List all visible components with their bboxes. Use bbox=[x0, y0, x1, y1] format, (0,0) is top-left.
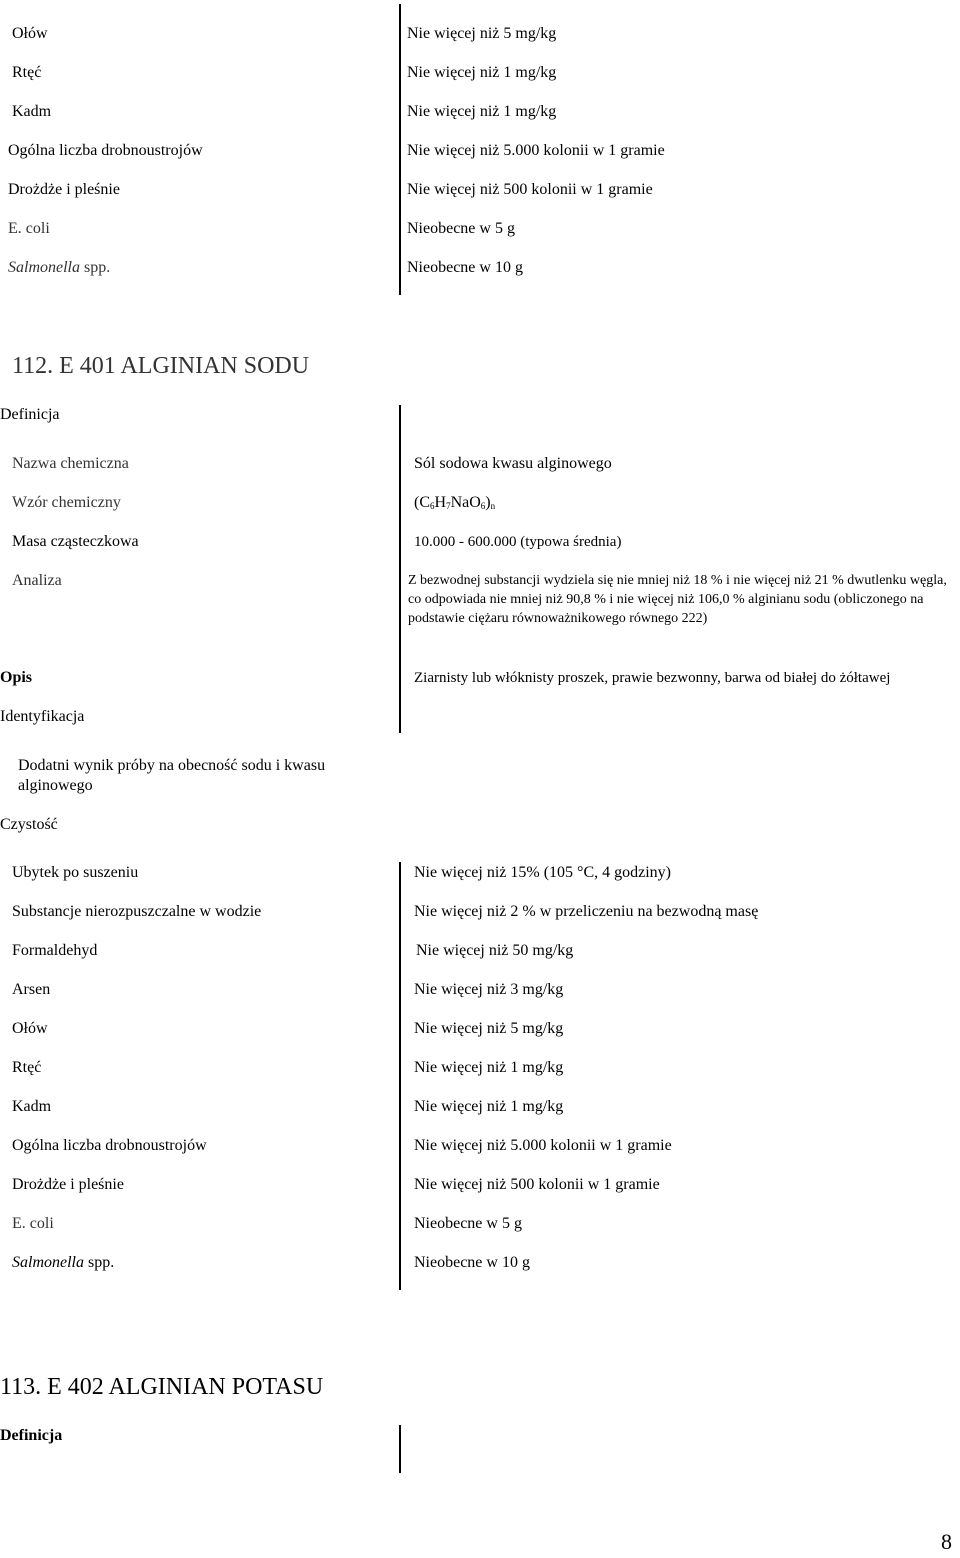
opis-value: Ziarnisty lub włóknisty proszek, prawie bezwonny, barwa od białej do żółtawej bbox=[414, 670, 891, 686]
divider bbox=[399, 4, 401, 295]
purity-value: Nie więcej niż 500 kolonii w 1 gramie bbox=[414, 1176, 660, 1193]
row-label: Ogólna liczba drobnoustrojów bbox=[8, 142, 203, 159]
row-label: Salmonella spp. bbox=[8, 259, 111, 276]
analiza-value: Z bezwodnej substancji wydziela się nie mniej niż 18 % i nie więcej niż 21 % dwutlenku węgla, co odpowiada nie mniej niż 90,8 % i nie więcej niż 106,0 % alginianu sodu (obliczonego na podstawie ciężaru równoważnikowego równego 222) bbox=[408, 573, 947, 626]
purity-value: Nie więcej niż 50 mg/kg bbox=[416, 942, 574, 959]
section-title: 113. E 402 ALGINIAN POTASU bbox=[0, 1374, 324, 1400]
nazwa-label: Nazwa chemiczna bbox=[12, 455, 129, 472]
divider bbox=[399, 1425, 401, 1473]
analiza-label: Analiza bbox=[12, 572, 62, 589]
row-value: Nie więcej niż 1 mg/kg bbox=[407, 64, 557, 81]
section-title: 112. E 401 ALGINIAN SODU bbox=[12, 353, 310, 379]
purity-label: Substancje nierozpuszczalne w wodzie bbox=[12, 903, 262, 920]
purity-label: Salmonella spp. bbox=[12, 1254, 115, 1271]
purity-label: Rtęć bbox=[12, 1059, 42, 1076]
nazwa-value: Sól sodowa kwasu alginowego bbox=[414, 455, 612, 472]
purity-value: Nie więcej niż 3 mg/kg bbox=[414, 981, 564, 998]
row-value: Nie więcej niż 1 mg/kg bbox=[407, 103, 557, 120]
row-value: Nie więcej niż 5.000 kolonii w 1 gramie bbox=[407, 142, 665, 159]
identyfikacja-value: Dodatni wynik próby na obecność sodu i kwasu alginowego bbox=[18, 757, 326, 794]
row-value: Nieobecne w 5 g bbox=[407, 220, 515, 237]
wzor-label: Wzór chemiczny bbox=[12, 494, 121, 511]
row-label: Kadm bbox=[12, 103, 52, 120]
row-value: Nie więcej niż 500 kolonii w 1 gramie bbox=[407, 181, 653, 198]
purity-label: E. coli bbox=[12, 1215, 54, 1232]
page-number: 8 bbox=[941, 1529, 952, 1554]
purity-value: Nie więcej niż 5.000 kolonii w 1 gramie bbox=[414, 1137, 672, 1154]
row-label: Rtęć bbox=[12, 64, 42, 81]
row-label: Drożdże i pleśnie bbox=[8, 181, 120, 198]
purity-label: Ogólna liczba drobnoustrojów bbox=[12, 1137, 207, 1154]
purity-value: Nie więcej niż 5 mg/kg bbox=[414, 1020, 564, 1037]
purity-label: Formaldehyd bbox=[12, 942, 98, 959]
purity-label: Ubytek po suszeniu bbox=[12, 864, 139, 881]
definicja-heading: Definicja bbox=[0, 1427, 63, 1444]
masa-label: Masa cząsteczkowa bbox=[12, 533, 139, 550]
opis-label: Opis bbox=[0, 669, 33, 686]
definicja-heading: Definicja bbox=[0, 406, 60, 423]
purity-label: Arsen bbox=[12, 981, 51, 998]
czystosc-heading: Czystość bbox=[0, 816, 58, 833]
purity-value: Nie więcej niż 2 % w przeliczeniu na bezwodną masę bbox=[414, 903, 759, 920]
masa-value: 10.000 - 600.000 (typowa średnia) bbox=[414, 534, 622, 550]
divider bbox=[399, 862, 401, 1290]
row-label: E. coli bbox=[8, 220, 50, 237]
purity-label: Drożdże i pleśnie bbox=[12, 1176, 124, 1193]
row-value: Nie więcej niż 5 mg/kg bbox=[407, 25, 557, 42]
purity-value: Nie więcej niż 1 mg/kg bbox=[414, 1098, 564, 1115]
purity-value: Nie więcej niż 1 mg/kg bbox=[414, 1059, 564, 1076]
divider bbox=[399, 405, 401, 733]
purity-label: Kadm bbox=[12, 1098, 52, 1115]
row-value: Nieobecne w 10 g bbox=[407, 259, 523, 276]
row-label: Ołów bbox=[12, 25, 48, 42]
purity-value: Nieobecne w 10 g bbox=[414, 1254, 530, 1271]
purity-label: Ołów bbox=[12, 1020, 48, 1037]
purity-value: Nie więcej niż 15% (105 °C, 4 godziny) bbox=[414, 864, 671, 881]
wzor-value: $(C_6H_7NaO_6)_n$ bbox=[414, 494, 496, 511]
identyfikacja-heading: Identyfikacja bbox=[0, 708, 85, 725]
purity-value: Nieobecne w 5 g bbox=[414, 1215, 522, 1232]
